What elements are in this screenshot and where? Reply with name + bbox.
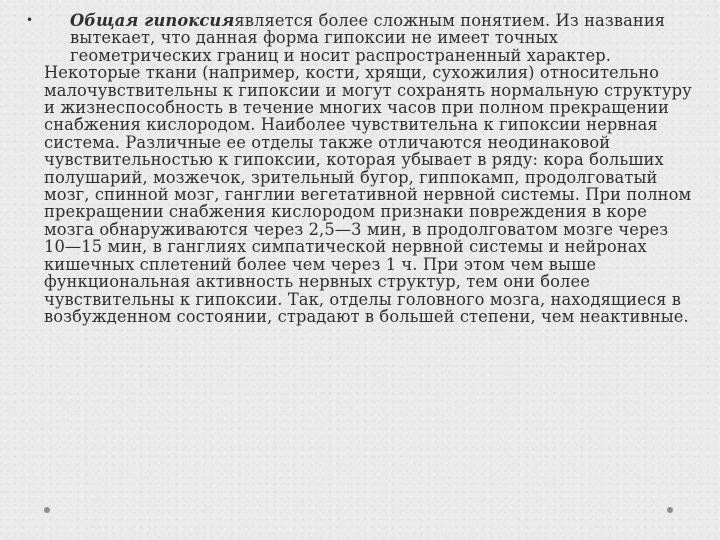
decorative-dot-right bbox=[667, 507, 673, 513]
body-paragraph: Некоторые ткани (например, кости, хрящи, сухожилия) относительно малочувствительны к гипоксии и могут сохранять нормальную структуру и жизнеспособность в течение многих часов при полном прекращении снабжения кислородом. Наиболее чувствительна к гипоксии нервная система. Различные ее отделы также отличаются неодинаковой чувствительностью к гипоксии, которая убывает в ряду: кора больших полушарий, мозжечок, зрительный бугор, гиппокамп, продолговатый мозг, спинной мозг, ганглии вегетативной нервной системы. При полном прекращении снабжения кислородом признаки повреждения в коре мозга обнаруживаются через 2,5—3 мин, в продолговатом мозге через 10—15 мин, в ганглиях симпатической нервной системы и нейронах кишечных сплетений более чем через 1 ч. При этом чем выше функциональная активность нервных структур, тем они более чувствительны к гипоксии. Так, отделы головного мозга, находящиеся в возбужденном состоянии, страдают в большей степени, чем неактивные. bbox=[44, 63, 692, 326]
bullet-marker: • bbox=[26, 13, 34, 27]
bullet-item bbox=[26, 11, 694, 65]
bullet-text: является более сложным понятием. Из названия вытекает, что данная форма гипоксии не имеет точных геометрических границ и носит распространенный характер. bbox=[70, 11, 666, 65]
bullet-term: Общая гипоксия bbox=[70, 11, 235, 30]
decorative-dot-left bbox=[44, 507, 50, 513]
text-block bbox=[26, 11, 694, 326]
